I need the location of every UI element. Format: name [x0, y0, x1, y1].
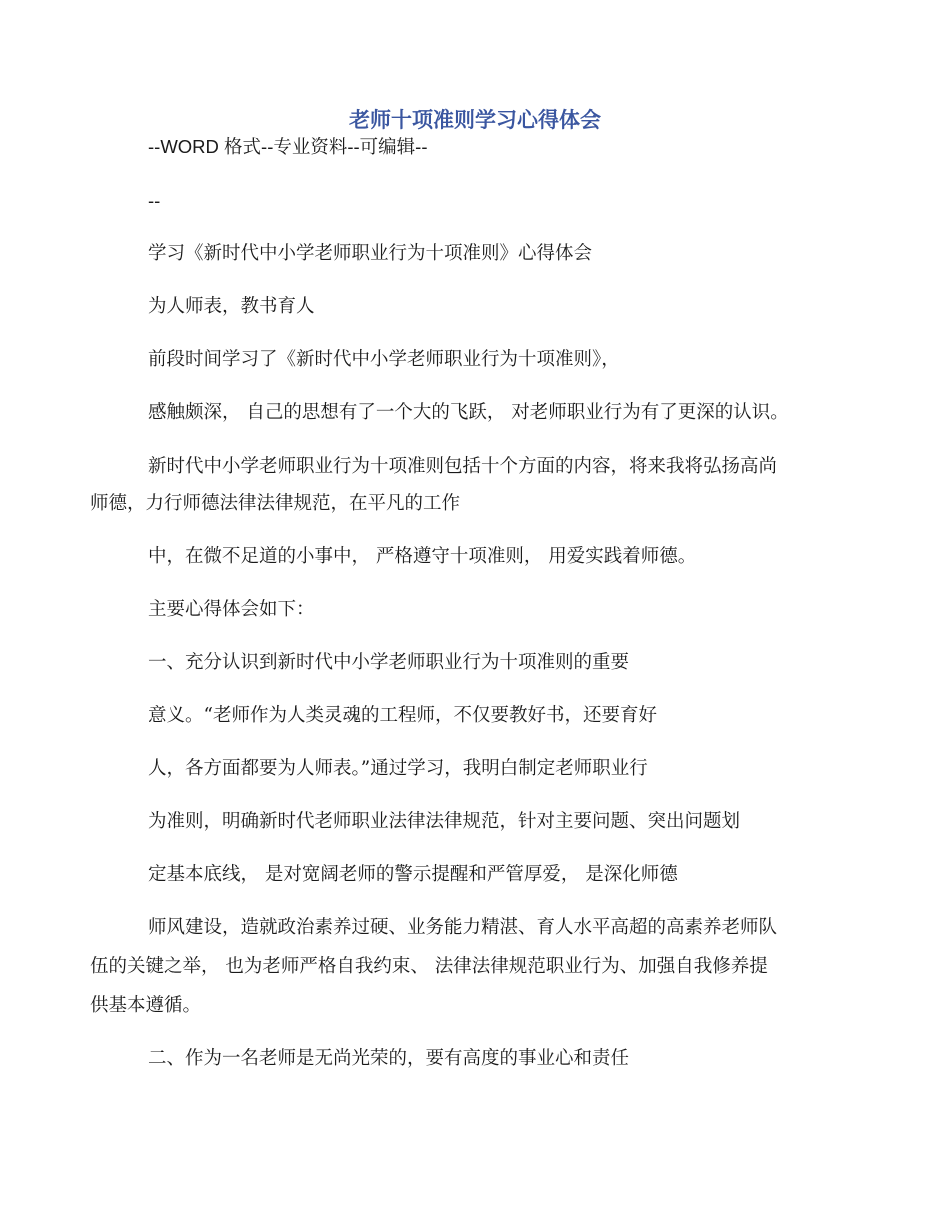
section-1-para-line-2: 伍的关键之举， 也为老师严格自我约束、 法律法律规范职业行为、加强自我修养提 — [90, 956, 768, 977]
paragraph-3: 中，在微不足道的小事中， 严格遵守十项准则， 用爱实践着师德。 — [148, 546, 697, 567]
paragraph-1-line-2: 感触颇深， 自己的思想有了一个大的飞跃， 对老师职业行为有了更深的认识。 — [148, 402, 789, 423]
section-1-para-line-1: 师风建设，造就政治素养过硬、业务能力精湛、育人水平高超的高素养老师队 — [148, 917, 778, 938]
section-1-para-line-3: 供基本遵循。 — [90, 995, 202, 1016]
dash-separator: -- — [148, 190, 161, 211]
paragraph-1-line-1: 前段时间学习了《新时代中小学老师职业行为十项准则》， — [148, 349, 620, 370]
paragraph-4: 主要心得体会如下： — [148, 599, 315, 620]
section-2-line-1: 二、作为一名老师是无尚光荣的，要有高度的事业心和责任 — [148, 1048, 630, 1069]
section-1-line-1: 一、充分认识到新时代中小学老师职业行为十项准则的重要 — [148, 652, 630, 673]
section-1-line-3: 人，各方面都要为人师表。”通过学习，我明白制定老师职业行 — [148, 758, 648, 779]
format-note: --WORD 格式--专业资料--可编辑-- — [148, 136, 428, 157]
document-title: 老师十项准则学习心得体会 — [349, 108, 601, 132]
document-heading: 学习《新时代中小学老师职业行为十项准则》心得体会 — [148, 243, 593, 264]
motto-line: 为人师表，教书育人 — [148, 296, 315, 317]
section-1-line-2: 意义。“老师作为人类灵魂的工程师，不仅要教好书，还要育好 — [148, 705, 657, 726]
paragraph-2-line-2: 师德，力行师德法律法律规范，在平凡的工作 — [90, 493, 461, 514]
section-1-line-4: 为准则，明确新时代老师职业法律法律规范，针对主要问题、突出问题划 — [148, 811, 741, 832]
section-1-line-5: 定基本底线， 是对宽阔老师的警示提醒和严管厚爱， 是深化师德 — [148, 864, 678, 885]
paragraph-2-line-1: 新时代中小学老师职业行为十项准则包括十个方面的内容，将来我将弘扬高尚 — [148, 456, 778, 477]
